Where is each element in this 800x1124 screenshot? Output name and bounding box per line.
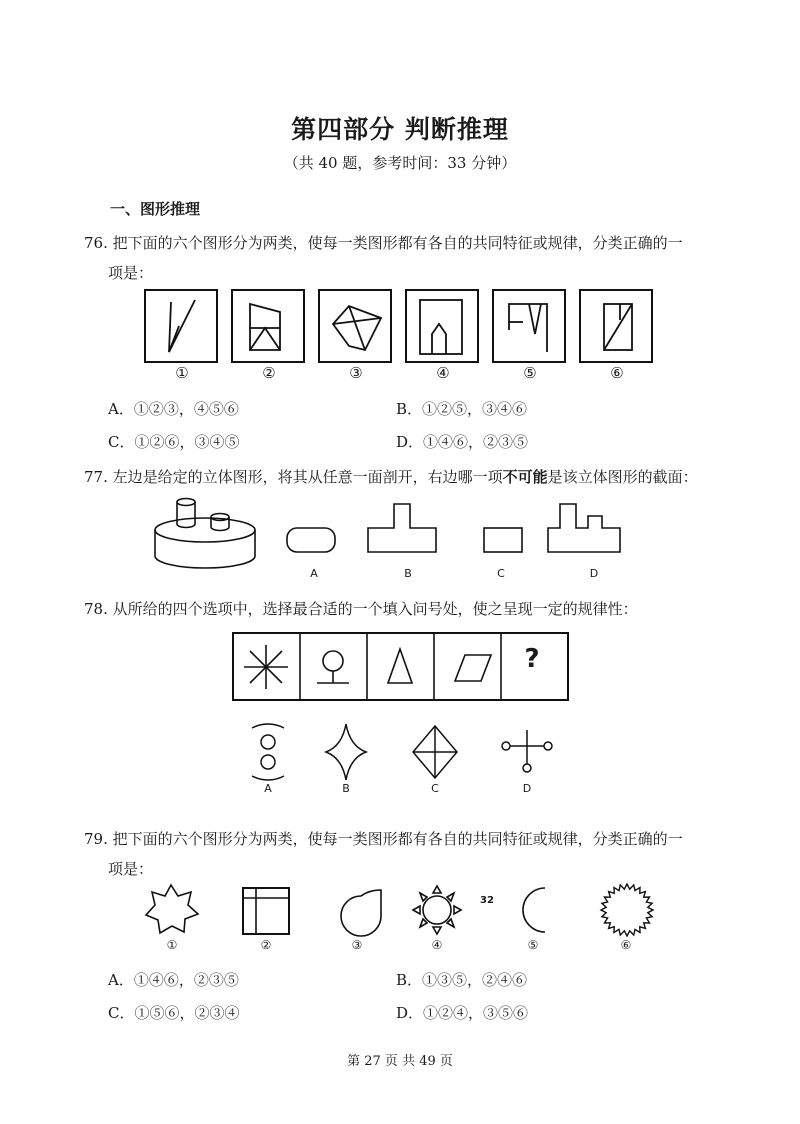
q77-label-c: C [497,567,505,580]
section-heading: 一、图形推理 [110,200,201,218]
question-text: 左边是给定的立体图形，将其从任意一面剖开，右边哪一项 [112,468,503,486]
q79-figure-2 [243,888,289,934]
q79-label-3: ③ [351,938,363,952]
q79-figures [140,878,680,948]
q79-label-5: ⑤ [527,938,539,952]
q79-label-1: ① [166,938,178,952]
q76-label-1: ① [175,364,189,382]
q76-label-5: ⑤ [523,364,537,382]
q76-label-6: ⑥ [610,364,624,382]
q76-figure-4 [406,290,478,362]
q78-option-c-shape [413,726,457,778]
q76-figure-6 [580,290,652,362]
question-text: 把下面的六个图形分为两类，使每一类图形都有各自的共同特征或规律，分类正确的一 [112,234,683,252]
page-footer: 第 27 页 共 49 页 [347,1054,453,1069]
q79-figure-6 [601,884,653,936]
question-text: 从所给的四个选项中，选择最合适的一个填入问号处，使之呈现一定的规律性： [112,600,638,618]
q76-figure-5 [493,290,565,362]
question-77 [84,462,698,492]
q76-label-4: ④ [436,364,450,382]
question-text-cont: 项是： [108,860,154,878]
question-79 [84,824,683,854]
q77-option-b-shape [368,504,436,552]
q78-options [240,720,570,790]
q79-label-6: ⑥ [620,938,632,952]
question-number: 78. [84,600,108,618]
q78-option-b-shape [326,724,366,780]
q76-option-b[interactable]: B．①②⑤，③④⑥ [396,400,528,418]
q79-option-d[interactable]: D．①②④，③⑤⑥ [396,1004,529,1022]
q76-label-2: ② [262,364,276,382]
question-number: 79. [84,830,108,848]
question-78 [84,594,638,624]
q78-circle-stand-figure [317,651,349,683]
q76-option-c[interactable]: C．①②⑥，③④⑤ [108,433,240,451]
question-emphasis: 不可能 [502,468,548,486]
q79-label-2: ② [260,938,272,952]
q79-figure-row [140,878,680,948]
question-text-cont: 项是： [108,264,154,282]
q78-parallelogram-figure [455,655,491,681]
q76-figure-row [140,288,680,368]
q78-option-d-shape [502,730,552,772]
q78-question-mark: ? [524,644,540,674]
q78-label-a: A [264,782,272,795]
question-text: 把下面的六个图形分为两类，使每一类图形都有各自的共同特征或规律，分类正确的一 [112,830,683,848]
q77-option-c-shape [484,528,522,552]
q77-solid-figure [155,499,255,569]
q79-option-a[interactable]: A．①④⑥，②③⑤ [108,971,239,989]
q76-option-a[interactable]: A．①②③，④⑤⑥ [108,400,239,418]
q79-figure-3 [341,890,381,936]
q79-figure-4 [413,886,461,934]
q79-sun-number: 32 [480,895,494,906]
q77-option-a-shape [287,528,335,552]
question-text-end: 是该立体图形的截面： [547,468,698,486]
q78-label-c: C [431,782,439,795]
question-number: 77. [84,468,108,486]
page-title: 第四部分 判断推理 [291,115,509,144]
q77-label-b: B [404,567,412,580]
q79-option-c[interactable]: C．①⑤⑥，②③④ [108,1004,240,1022]
q79-figure-1 [146,885,198,933]
q78-triangle-figure [388,649,412,683]
q76-option-d[interactable]: D．①④⑥，②③⑤ [396,433,529,451]
q79-option-b[interactable]: B．①③⑤，②④⑥ [396,971,528,989]
q76-label-3: ③ [349,364,363,382]
q78-asterisk-figure [244,645,288,689]
q78-label-d: D [522,782,532,795]
question-76 [84,228,683,258]
q79-label-4: ④ [431,938,443,952]
q76-figure-2 [232,290,304,362]
q76-figure-1 [145,290,217,362]
q77-label-d: D [589,567,599,580]
page-subtitle: （共 40 题，参考时间：33 分钟） [283,154,517,172]
q77-option-d-shape [548,504,620,552]
q79-figure-5 [523,888,545,932]
question-number: 76. [84,234,108,252]
q78-options-svg [240,720,570,790]
q76-figure-3 [319,290,391,362]
q77-label-a: A [310,567,318,580]
q78-label-b: B [342,782,350,795]
q78-option-a-shape [252,724,284,780]
